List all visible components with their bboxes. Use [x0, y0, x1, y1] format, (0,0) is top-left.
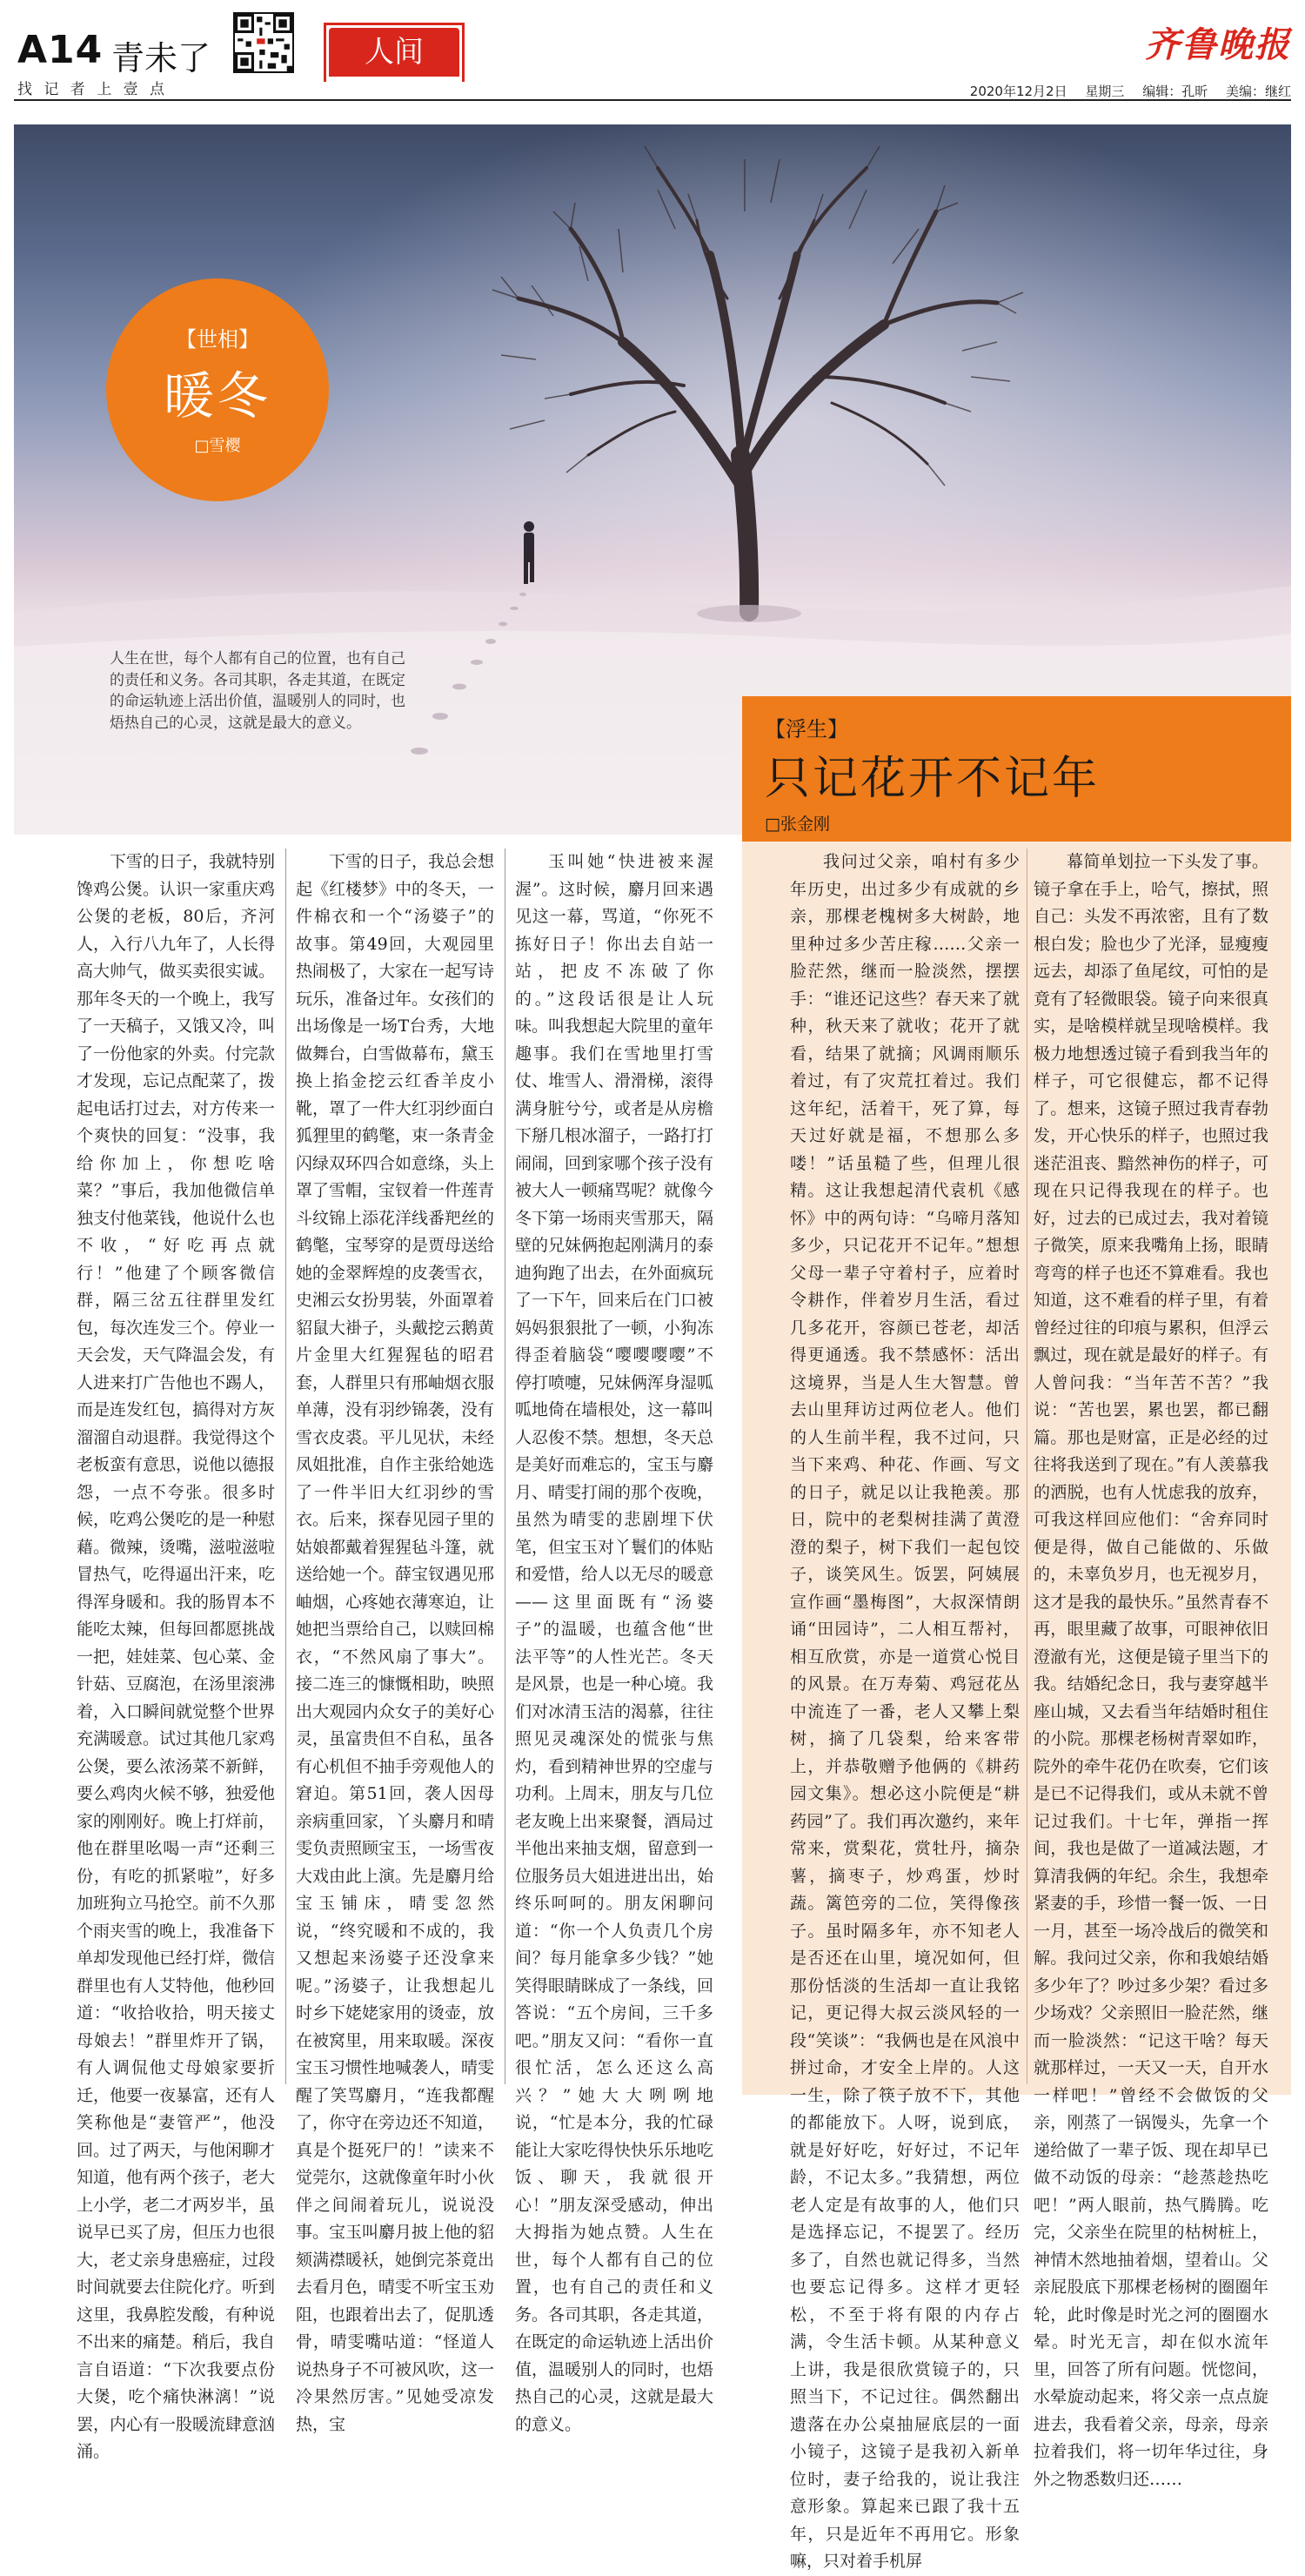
- hero-caption: 人生在世，每个人都有自己的位置，也有自己的责任和义务。各司其职，各走其道，在既定的命运轨迹上活出价值，温暖别人的同时，也焐热自己的心灵，这就是最大的意义。: [110, 650, 405, 732]
- article2-kicker: 【浮生】: [765, 717, 848, 741]
- article2-title: 只记花开不记年: [765, 753, 1101, 805]
- article2-text-1: 我问过父亲，咱村有多少年历史，出过多少有成就的乡亲，那棵老槐树多大树龄，地里种过多少苦庄稼……父亲一脸茫然，继而一脸淡然，摆摆手：“谁还记这些？春天来了就种，秋天来了就收；花开了就看，结果了就摘；风调雨顺乐着过，有了灾荒扛着过。我们这年纪，活着干，死了算，每天过好就是福，不想那么多喽！”话虽糙了些，但理儿很精。这让我想起清代袁机《感怀》中的两句诗：“乌啼月落知多少，只记花开不记年。”想想父母一辈子守着村子，应着时令耕作，伴着岁月生活，看过几多花开，容颜已苍老，却活得更通透。我不禁感怀：活出这境界，当是人生大智慧。曾去山里拜访过两位老人。他们的人生前半程，我不过问，只当下来鸡、种花、作画、写文的日子，就足以让我艳羡。那日，院中的老梨树挂满了黄澄澄的梨子，树下我们一起包饺子，谈笑风生。饭罢，阿姨展宣作画“墨梅图”，大叔深情朗诵“田园诗”，二人相互帮衬，相互欣赏，亦是一道赏心悦目的风景。在万寿菊、鸡冠花丛中流连了一番，老人又攀上梨树，摘了几袋梨，给来客带上，并恭敬赠予他俩的《耕药园文集》。想必这小院便是“耕药园”了。我们再次邀约，来年常来，赏梨花，赏牡丹，摘杂薯，摘枣子，炒鸡蛋，炒时蔬。篱笆旁的二位，笑得像孩子。虽时隔多年，亦不知老人是否还在山里，境况如何，但那份恬淡的生活却一直让我铭记，更记得大叔云淡风轻的一段“笑谈”：“我俩也是在风浪中拼过命，才安全上岸的。人这一生，除了筷子放不下，其他的都能放下。人呀，说到底，就是好好吃，好好过，不记年龄，不记太多。”我猜想，两位老人定是有故事的人，他们只是选择忘记，不提罢了。经历多了，自然也就记得多，当然也要忘记得多。这样才更轻松，不至于将有限的内存占满，令生活卡顿。从某种意义上讲，我是很欣赏镜子的，只照当下，不记过往。偶然翻出遗落在办公桌抽屉底层的一面小镜子，这镜子是我初入新单位时，妻子给我的，说让我注意形象。算起来已跟了我十五年，只是近年不再用它。形象嘛，只对着手机屏: [790, 852, 1020, 2571]
- article2-text-2: 幕简单划拉一下头发了事。镜子拿在手上，哈气，擦拭，照自己：头发不再浓密，且有了数根白发；脸也少了光泽，显瘦瘦远去，却添了鱼尾纹，可怕的是竟有了轻微眼袋。镜子向来很真实，是啥模样就呈现啥模样。我极力地想透过镜子看到我当年的样子，可它很健忘，都不记得了。想来，这镜子照过我青春勃发，开心快乐的样子，也照过我迷茫沮丧、黯然神伤的样子，可现在只记得我现在的样子。也好，过去的已成过去，我对着镜子微笑，原来我嘴角上扬，眼睛弯弯的样子也还不算难看。我也知道，这不难看的样子里，有着曾经过往的印痕与累积，但浮云飘过，现在就是最好的样子。有人曾问我：“当年苦不苦？”我说：“苦也罢，累也罢，都已翻篇。那也是财富，正是必经的过往将我送到了现在。”有人羡慕我的洒脱，也有人忧虑我的放弃，可我这样回应他们：“舍弃同时便是得，做自己能做的、乐做的，未辜负岁月，也无视岁月，这才是我的最快乐。”虽然青春不再，眼里藏了故事，可眼神依旧澄澈有光，这便是镜子里当下的我。结婚纪念日，我与妻穿越半座山城，又去看当年结婚时租住的小院。那棵老杨树青翠如昨，院外的牵牛花仍在吹奏，它们该是已不记得我们，或从未就不曾记过我们。十七年，弹指一挥间，我也是做了一道减法题，才算清我俩的年纪。余生，我想牵紧妻的手，珍惜一餐一饭、一日一月，甚至一场冷战后的微笑和解。我问过父亲，你和我娘结婚多少年了？吵过多少架？看过多少场戏？父亲照旧一脸茫然，继而一脸淡然：“记这干啥？每天就那样过，一天又一天，自开水一样吧！”曾经不会做饭的父亲，刚蒸了一锅馒头，先拿一个递给做了一辈子饭、现在却早已做不动饭的母亲：“趁蒸趁热吃吧！”两人眼前，热气腾腾。吃完，父亲坐在院里的枯树桩上，神情木然地抽着烟，望着山。父亲屁股底下那棵老杨树的圈圈年轮，此时像是时光之河的圈圈水晕。时光无言，却在似水流年里，回答了所有问题。恍惚间，水晕旋动起来，将父亲一点点旋进去，我看着父亲，母亲，母亲拉着我们，将一切年华过往，身外之物悉数归还……: [1034, 852, 1268, 2489]
- section-name: 青未了: [111, 39, 211, 77]
- editor-credit: 编辑：孔昕: [1142, 84, 1208, 99]
- article2-column-1: [790, 849, 1020, 2571]
- article1-text-1: 下雪的日子，我就特别馋鸡公煲。认识一家重庆鸡公煲的老板，80后，齐河人，入行八九年了，人长得高大帅气，做买卖很实诚。那年冬天的一个晚上，我写了一天稿子，又饿又冷，叫了一份他家的外卖。付完款才发现，忘记点配菜了，拨起电话打过去，对方传来一个爽快的回复：“没事，我给你加上，你想吃啥菜？”事后，我加他微信单独支付他菜钱，他说什么也不收，“好吃再点就行！”他建了个顾客微信群，隔三岔五往群里发红包，每次连发三个。停业一天会发，天气降温会发，有人进来打广告他也不踢人，而是连发红包，搞得对方灰溜溜自动退群。我觉得这个老板蛮有意思，说他以德报怨，一点不夸张。很多时候，吃鸡公煲吃的是一种慰藉。微辣，烫嘴，滋啦滋啦冒热气，吃得逼出汗来，吃得浑身暖和。我的肠胃本不能吃太辣，但每回都愿挑战一把，娃娃菜、包心菜、金针菇、豆腐泡，在汤里滚沸着，入口瞬间就觉整个世界充满暖意。试过其他几家鸡公煲，要么浓汤菜不新鲜，要么鸡肉火候不够，独爱他家的刚刚好。晚上打烊前，他在群里吆喝一声“还剩三份，有吃的抓紧啦”，好多加班狗立马抢空。前不久那个雨夹雪的晚上，我准备下单却发现他已经打烊，微信群里也有人艾特他，他秒回道：“收拾收拾，明天接丈母娘去！”群里炸开了锅，有人调侃他丈母娘家要折迁，他要一夜暴富，还有人笑称他是“妻管严”，他没回。过了两天，与他闲聊才知道，他有两个孩子，老大上小学，老二才两岁半，虽说早已买了房，但压力也很大，老丈亲身患癌症，过段时间就要去住院化疗。听到这里，我鼻腔发酸，有种说不出来的痛楚。稍后，我自言自语道：“下次我要点份大煲，吃个痛快淋漓！”说罢，内心有一股暖流肆意汹涌。: [77, 852, 276, 2461]
- issue-meta: [956, 82, 1291, 100]
- article1-text-3: 玉叫她“快进被来渥渥”。这时候，麝月回来遇见这一幕，骂道，“你死不拣好日子！你出去自站一站，把皮不冻破了你的。”这段话很是让人玩味。叫我想起大院里的童年趣事。我们在雪地里打雪仗、堆雪人、滑滑梯，滚得满身脏兮兮，或者是从房檐下掰几根冰溜子，一路打打闹闹，回到家哪个孩子没有被大人一顿痛骂呢？就像今冬下第一场雨夹雪那天，隔壁的兄妹俩抱起刚满月的泰迪狗跑了出去，在外面疯玩了一下午，回来后在门口被妈妈狠狠批了一顿，小狗冻得歪着脑袋“嘤嘤嘤嘤”不停打喷嚏，兄妹俩浑身湿呱呱地倚在墙根处，这一幕叫人忍俊不禁。想想，冬天总是美好而难忘的，宝玉与麝月、晴雯打闹的那个夜晚，虽然为晴雯的悲剧埋下伏笔，但宝玉对丫鬟们的体贴和爱惜，给人以无尽的暖意——这里面既有“汤婆子”的温暖，也蕴含他“世法平等”的人性光芒。冬天是风景，也是一种心境。我们对冰清玉洁的渴慕，往往照见灵魂深处的慌张与焦灼，看到精神世界的空虚与功利。上周末，朋友与几位老友晚上出来聚餐，酒局过半他出来抽支烟，留意到一位服务员大姐进进出出，始终乐呵呵的。朋友闲聊问道：“你一个人负责几个房间？每月能拿多少钱？”她笑得眼睛眯成了一条线，回答说：“五个房间，三千多吧。”朋友又问：“看你一直很忙活，怎么还这么高兴？”她大大咧咧地说，“忙是本分，我的忙碌能让大家吃得快快乐乐地吃饭、聊天，我就很开心！”朋友深受感动，伸出大拇指为她点赞。人生在世，每个人都有自己的位置，也有自己的责任和义务。各司其职，各走其道，在既定的命运轨迹上活出价值，温暖别人的同时，也焐热自己的心灵，这就是最大的意义。: [515, 852, 714, 2434]
- slogan: 找 记 者 上 壹 点: [17, 81, 169, 98]
- article1-text-2: 下雪的日子，我总会想起《红楼梦》中的冬天，一件棉衣和一个“汤婆子”的故事。第49回，大观园里热闹极了，大家在一起写诗玩乐，准备过年。女孩们的出场像是一场T台秀，大地做舞台，白雪做幕布，黛玉换上掐金挖云红香羊皮小靴，罩了一件大红羽纱面白狐狸里的鹤氅，束一条青金闪绿双环四合如意绦，头上罩了雪帽，宝钗着一件莲青斗纹锦上添花洋线番羓丝的鹤氅，宝琴穿的是贾母送给她的金翠辉煌的皮袭雪衣，史湘云女扮男装，外面罩着貂鼠大褂子，头戴挖云鹅黄片金里大红猩猩毡的昭君套，人群里只有邢岫烟衣服单薄，没有羽纱锦袭，没有雪衣皮裘。平儿见状，未经凤姐批准，自作主张给她选了一件半旧大红羽纱的雪衣。后来，探春见园子里的姑娘都戴着猩猩毡斗篷，就送给她一个。薛宝钗遇见邢岫烟，心疼她衣薄寒迫，让她把当票给自己，以赎回棉衣，“不然风扇了事大”。接二连三的慷慨相助，映照出大观园内众女子的美好心灵，虽富贵但不自私，虽各有心机但不抽手旁观他人的窘迫。第51回，袭人因母亲病重回家，丫头麝月和晴雯负责照顾宝玉，一场雪夜大戏由此上演。先是麝月给宝玉铺床，晴雯忽然说，“终究暖和不成的，我又想起来汤婆子还没拿来呢。”汤婆子，让我想起儿时乡下姥姥家用的烫壶，放在被窝里，用来取暖。深夜宝玉习惯性地喊袭人，晴雯醒了笑骂麝月，“连我都醒了，你守在旁边还不知道，真是个挺死尸的！”读来不觉莞尔，这就像童年时小伙伴之间闹着玩儿，说说没事。宝玉叫麝月披上他的貂颏满襟暖袄，她倒完茶竟出去看月色，晴雯不听宝玉劝阻，也跟着出去了，促肌透骨，晴雯嘴咕道：“怪道人说热身子不可被风吹，这一冷果然厉害。”见她受凉发热，宝: [296, 852, 495, 2434]
- masthead: [14, 12, 1291, 99]
- issue-weekday: 星期三: [1085, 84, 1125, 99]
- column-divider: [285, 849, 286, 2084]
- newspaper-logo: 齐鲁晚报: [1145, 24, 1291, 65]
- qr-code-icon[interactable]: [233, 12, 294, 73]
- page-number: A14: [17, 28, 104, 72]
- article1-title: 暖冬: [163, 366, 271, 426]
- article2-heading: [742, 696, 1291, 842]
- article2-author: □张金刚: [765, 815, 830, 834]
- article1-column-1: [77, 849, 276, 2461]
- article1-column-2: [296, 849, 495, 2434]
- article2-column-2: [1034, 849, 1268, 2489]
- masthead-rule: [14, 99, 1291, 101]
- article1-kicker: 【世相】: [176, 327, 259, 352]
- article1-heading: [106, 278, 329, 501]
- article1-column-3: [515, 849, 714, 2434]
- issue-date: 2020年12月2日: [969, 84, 1067, 99]
- article1-author: □雪樱: [194, 437, 241, 455]
- section-tab: 人间: [329, 28, 459, 77]
- designer-credit: 美编：继红: [1225, 84, 1291, 99]
